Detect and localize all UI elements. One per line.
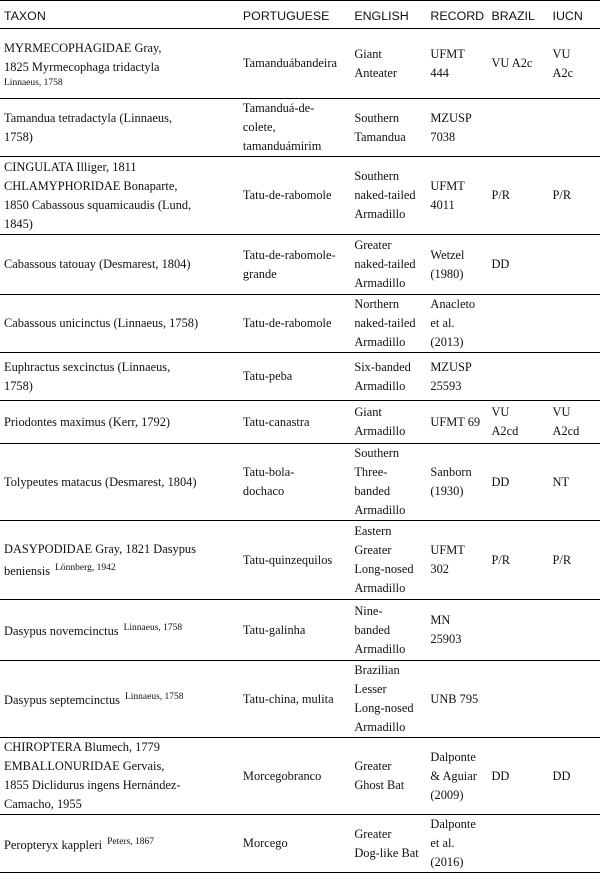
- cell-line: banded: [354, 622, 391, 637]
- cell-line: Armadillo: [354, 720, 406, 734]
- cell-line: Wetzel: [430, 247, 465, 262]
- cell-line: 1850 Cabassous squamicaudis (Lund,: [4, 197, 192, 212]
- cell-line: Armadillo: [354, 641, 406, 656]
- cell-line: Long-nosed: [354, 562, 414, 576]
- table-row: [0, 521, 600, 600]
- cell-line: beniensis: [4, 563, 51, 578]
- cell-text: DD: [491, 768, 510, 783]
- cell-text: P/R: [491, 188, 511, 202]
- cell-line: (2016): [430, 855, 464, 869]
- cell-iucn: [549, 235, 600, 295]
- cell-iucn: [549, 157, 600, 235]
- cell-brazil: [487, 444, 548, 521]
- cell-portuguese: [239, 401, 350, 444]
- table-row: [0, 738, 600, 815]
- cell-line: (1980): [430, 266, 464, 281]
- cell-portuguese: [239, 99, 350, 157]
- cell-line: 25903: [430, 632, 462, 646]
- cell-line: A2cd: [491, 424, 519, 438]
- cell-line: Greater: [354, 238, 392, 252]
- cell-taxon: [0, 353, 239, 401]
- table-row: [0, 353, 600, 401]
- table-row: [0, 295, 600, 353]
- header-iucn: IUCN: [549, 1, 600, 29]
- cell-line: Dalponte: [430, 817, 476, 831]
- cell-line: Tatu-bola-: [242, 465, 295, 479]
- cell-line: Armadillo: [354, 503, 406, 517]
- cell-line: Peropteryx kappleri: [4, 837, 103, 852]
- cell-english: [350, 29, 426, 99]
- cell-record: [426, 353, 487, 401]
- cell-brazil: [487, 401, 548, 444]
- cell-line: Three-: [354, 465, 388, 479]
- cell-english: [350, 99, 426, 157]
- cell-record: [426, 600, 487, 661]
- cell-english: [350, 661, 426, 738]
- cell-taxon: [0, 661, 239, 738]
- cell-line: Southern: [354, 110, 400, 125]
- cell-record: [426, 661, 487, 738]
- cell-portuguese: [239, 157, 350, 235]
- cell-line: naked-tailed: [354, 316, 416, 330]
- cell-line: Dasypus novemcinctus: [4, 624, 119, 638]
- cell-line: (2009): [430, 787, 464, 802]
- cell-line: UFMT: [430, 46, 465, 61]
- cell-line: Giant: [354, 46, 382, 61]
- cell-iucn: [549, 600, 600, 661]
- cell-portuguese: [239, 661, 350, 738]
- cell-line: dochaco: [242, 484, 285, 498]
- cell-brazil: [487, 29, 548, 99]
- cell-iucn: [549, 444, 600, 521]
- cell-line: Dasypus septemcinctus: [4, 693, 120, 707]
- cell-line: Northern: [354, 297, 400, 311]
- cell-english: [350, 600, 426, 661]
- cell-line: Camacho, 1955: [4, 797, 82, 811]
- cell-record: [426, 738, 487, 815]
- cell-text: Tatu-quinzequilos: [242, 552, 333, 567]
- cell-iucn: [549, 99, 600, 157]
- header-english: ENGLISH: [350, 1, 426, 29]
- cell-text: Tatu-de-rabomole: [242, 188, 332, 202]
- cell-line: Tolypeutes matacus (Desmarest, 1804): [4, 474, 197, 489]
- cell-line: Armadillo: [354, 207, 406, 221]
- cell-brazil: [487, 295, 548, 353]
- cell-line: Tamanduá-de-: [242, 101, 315, 115]
- cell-text: Morcego: [242, 836, 288, 850]
- cell-brazil: [487, 235, 548, 295]
- cell-line: Dalponte: [430, 749, 476, 764]
- cell-english: [350, 401, 426, 444]
- cell-line: Armadillo: [354, 276, 406, 290]
- cell-line: Greater: [354, 826, 392, 841]
- cell-line: 4011: [430, 197, 455, 212]
- cell-record: [426, 157, 487, 235]
- cell-english: [350, 444, 426, 521]
- cell-line: A2cd: [552, 424, 580, 438]
- cell-line: MZUSP: [430, 359, 472, 374]
- cell-text: Tatu-de-rabomole: [242, 316, 332, 330]
- cell-english: [350, 815, 426, 873]
- cell-line: Tamandua: [354, 129, 406, 144]
- cell-line: Euphractus sexcinctus (Linnaeus,: [4, 359, 171, 374]
- cell-line: Greater: [354, 543, 392, 557]
- cell-line: CHIROPTERA Blumech, 1779: [4, 740, 160, 754]
- cell-line: Lesser: [354, 682, 387, 696]
- cell-line: 25593: [430, 378, 462, 393]
- cell-portuguese: [239, 738, 350, 815]
- cell-brazil: [487, 738, 548, 815]
- cell-taxon: [0, 295, 239, 353]
- cell-english: [350, 235, 426, 295]
- cell-taxon: [0, 738, 239, 815]
- cell-iucn: [549, 353, 600, 401]
- cell-line: Sanborn: [430, 465, 472, 479]
- header-row: [0, 1, 600, 29]
- cell-line: 1855 Diclidurus ingens Hernández-: [4, 778, 181, 792]
- header-portuguese: PORTUGUESE: [239, 1, 350, 29]
- cell-line: 302: [430, 562, 449, 576]
- table-row: [0, 600, 600, 661]
- cell-iucn: [549, 401, 600, 444]
- table-row: [0, 99, 600, 157]
- cell-line: (2013): [430, 335, 464, 349]
- cell-line: Anteater: [354, 65, 397, 80]
- cell-taxon: [0, 157, 239, 235]
- cell-taxon: [0, 99, 239, 157]
- table-row: [0, 401, 600, 444]
- table-row: [0, 815, 600, 873]
- cell-record: [426, 99, 487, 157]
- cell-line: Cabassous unicinctus (Linnaeus, 1758): [4, 316, 199, 330]
- cell-line: 7038: [430, 129, 456, 144]
- cell-line: banded: [354, 484, 391, 498]
- cell-record: [426, 235, 487, 295]
- cell-taxon: [0, 444, 239, 521]
- table-row: [0, 661, 600, 738]
- cell-iucn: [549, 738, 600, 815]
- cell-text: P/R: [552, 552, 572, 567]
- cell-text: Tatu-peba: [242, 369, 293, 383]
- table-row: [0, 444, 600, 521]
- cell-portuguese: [239, 521, 350, 600]
- cell-portuguese: [239, 600, 350, 661]
- cell-iucn: [549, 29, 600, 99]
- cell-line: Priodontes maximus (Kerr, 1792): [4, 414, 171, 429]
- cell-line: UFMT: [430, 178, 465, 193]
- cell-taxon: [0, 29, 239, 99]
- cell-text: P/R: [491, 552, 511, 567]
- cell-brazil: [487, 157, 548, 235]
- cell-iucn: [549, 661, 600, 738]
- cell-portuguese: [239, 29, 350, 99]
- cell-portuguese: [239, 295, 350, 353]
- cell-record: [426, 29, 487, 99]
- taxon-author: Lönnberg, 1942: [55, 562, 116, 573]
- header-taxon: TAXON: [0, 1, 239, 29]
- cell-line: Southern: [354, 446, 400, 460]
- cell-text: UFMT 69: [430, 414, 481, 429]
- cell-record: [426, 401, 487, 444]
- cell-line: CINGULATA Illiger, 1811: [4, 159, 137, 174]
- cell-taxon: [0, 521, 239, 600]
- cell-line: CHLAMYPHORIDAE Bonaparte,: [4, 178, 178, 193]
- cell-line: VU: [552, 405, 571, 419]
- cell-taxon: [0, 600, 239, 661]
- cell-line: Anacleto: [430, 297, 476, 311]
- cell-line: VU: [491, 405, 510, 419]
- cell-iucn: [549, 815, 600, 873]
- cell-line: Nine-: [354, 603, 383, 618]
- cell-line: Ghost Bat: [354, 778, 405, 792]
- cell-taxon: [0, 235, 239, 295]
- cell-record: [426, 815, 487, 873]
- cell-line: Tatu-de-rabomole-: [242, 247, 336, 262]
- cell-line: 1758): [4, 129, 33, 144]
- cell-line: (1930): [430, 484, 464, 498]
- header-brazil: BRAZIL: [487, 1, 548, 29]
- cell-taxon: [0, 401, 239, 444]
- cell-line: DASYPODIDAE Gray, 1821 Dasypus: [4, 541, 196, 556]
- cell-line: Armadillo: [354, 378, 406, 393]
- cell-line: Southern: [354, 169, 400, 183]
- table-row: [0, 29, 600, 99]
- cell-iucn: [549, 521, 600, 600]
- cell-line: et al.: [430, 836, 455, 850]
- taxon-author: Peters, 1867: [107, 836, 155, 847]
- header-record: RECORD: [426, 1, 487, 29]
- cell-portuguese: [239, 444, 350, 521]
- cell-text: UNB 795: [430, 691, 479, 706]
- cell-portuguese: [239, 815, 350, 873]
- cell-line: UFMT: [430, 543, 465, 557]
- cell-text: NT: [552, 474, 570, 489]
- cell-line: 444: [430, 65, 449, 80]
- cell-english: [350, 353, 426, 401]
- cell-line: Armadillo: [354, 335, 406, 349]
- cell-text: DD: [491, 257, 510, 271]
- cell-line: & Aguiar: [430, 768, 477, 783]
- cell-portuguese: [239, 235, 350, 295]
- cell-brazil: [487, 99, 548, 157]
- table-row: [0, 157, 600, 235]
- cell-line: 1758): [4, 378, 33, 393]
- cell-text: VU A2c: [491, 56, 533, 70]
- cell-line: naked-tailed: [354, 188, 416, 202]
- cell-record: [426, 444, 487, 521]
- cell-brazil: [487, 815, 548, 873]
- cell-portuguese: [239, 353, 350, 401]
- cell-line: Eastern: [354, 524, 392, 538]
- cell-brazil: [487, 353, 548, 401]
- cell-line: naked-tailed: [354, 257, 416, 271]
- cell-text: Tamanduábandeira: [242, 56, 338, 70]
- cell-text: DD: [491, 474, 510, 489]
- cell-line: et al.: [430, 316, 455, 330]
- cell-brazil: [487, 521, 548, 600]
- cell-text: P/R: [552, 188, 572, 202]
- cell-brazil: [487, 661, 548, 738]
- cell-line: Tamandua tetradactyla (Linnaeus,: [4, 110, 173, 125]
- cell-text: Morcegobranco: [242, 768, 322, 783]
- cell-line: A2c: [552, 65, 574, 80]
- cell-line: Armadillo: [354, 581, 406, 595]
- cell-text: Tatu-china, mulita: [242, 691, 334, 706]
- cell-line: VU: [552, 46, 571, 61]
- cell-text: Tatu-galinha: [242, 622, 306, 637]
- cell-line: tamanduámirim: [242, 139, 322, 153]
- taxon-author: Linnaeus, 1758: [123, 623, 183, 633]
- cell-line: 1845): [4, 216, 33, 231]
- cell-line: grande: [242, 266, 277, 281]
- cell-line: Six-banded: [354, 359, 411, 374]
- cell-line: Giant: [354, 405, 382, 419]
- cell-record: [426, 521, 487, 600]
- cell-line: MYRMECOPHAGIDAE Gray,: [4, 40, 162, 55]
- cell-english: [350, 157, 426, 235]
- table-row: [0, 235, 600, 295]
- cell-line: Dog-like Bat: [354, 845, 419, 860]
- cell-line: colete,: [242, 120, 276, 134]
- cell-iucn: [549, 295, 600, 353]
- cell-line: Cabassous tatouay (Desmarest, 1804): [4, 257, 191, 271]
- cell-english: [350, 295, 426, 353]
- cell-brazil: [487, 600, 548, 661]
- cell-line: 1825 Myrmecophaga tridactyla: [4, 59, 160, 74]
- cell-line: Greater: [354, 759, 392, 773]
- cell-line: MN: [430, 613, 451, 627]
- cell-line: Armadillo: [354, 424, 406, 438]
- taxon-author: Linnaeus, 1758: [4, 77, 63, 88]
- cell-text: DD: [552, 768, 571, 783]
- taxon-author: Linnaeus, 1758: [124, 692, 184, 702]
- cell-line: Long-nosed: [354, 701, 414, 715]
- cell-line: Brazilian: [354, 663, 400, 677]
- cell-text: Tatu-canastra: [242, 414, 310, 429]
- cell-english: [350, 738, 426, 815]
- cell-line: MZUSP: [430, 110, 472, 125]
- cell-taxon: [0, 815, 239, 873]
- cell-english: [350, 521, 426, 600]
- cell-record: [426, 295, 487, 353]
- cell-line: EMBALLONURIDAE Gervais,: [4, 759, 165, 773]
